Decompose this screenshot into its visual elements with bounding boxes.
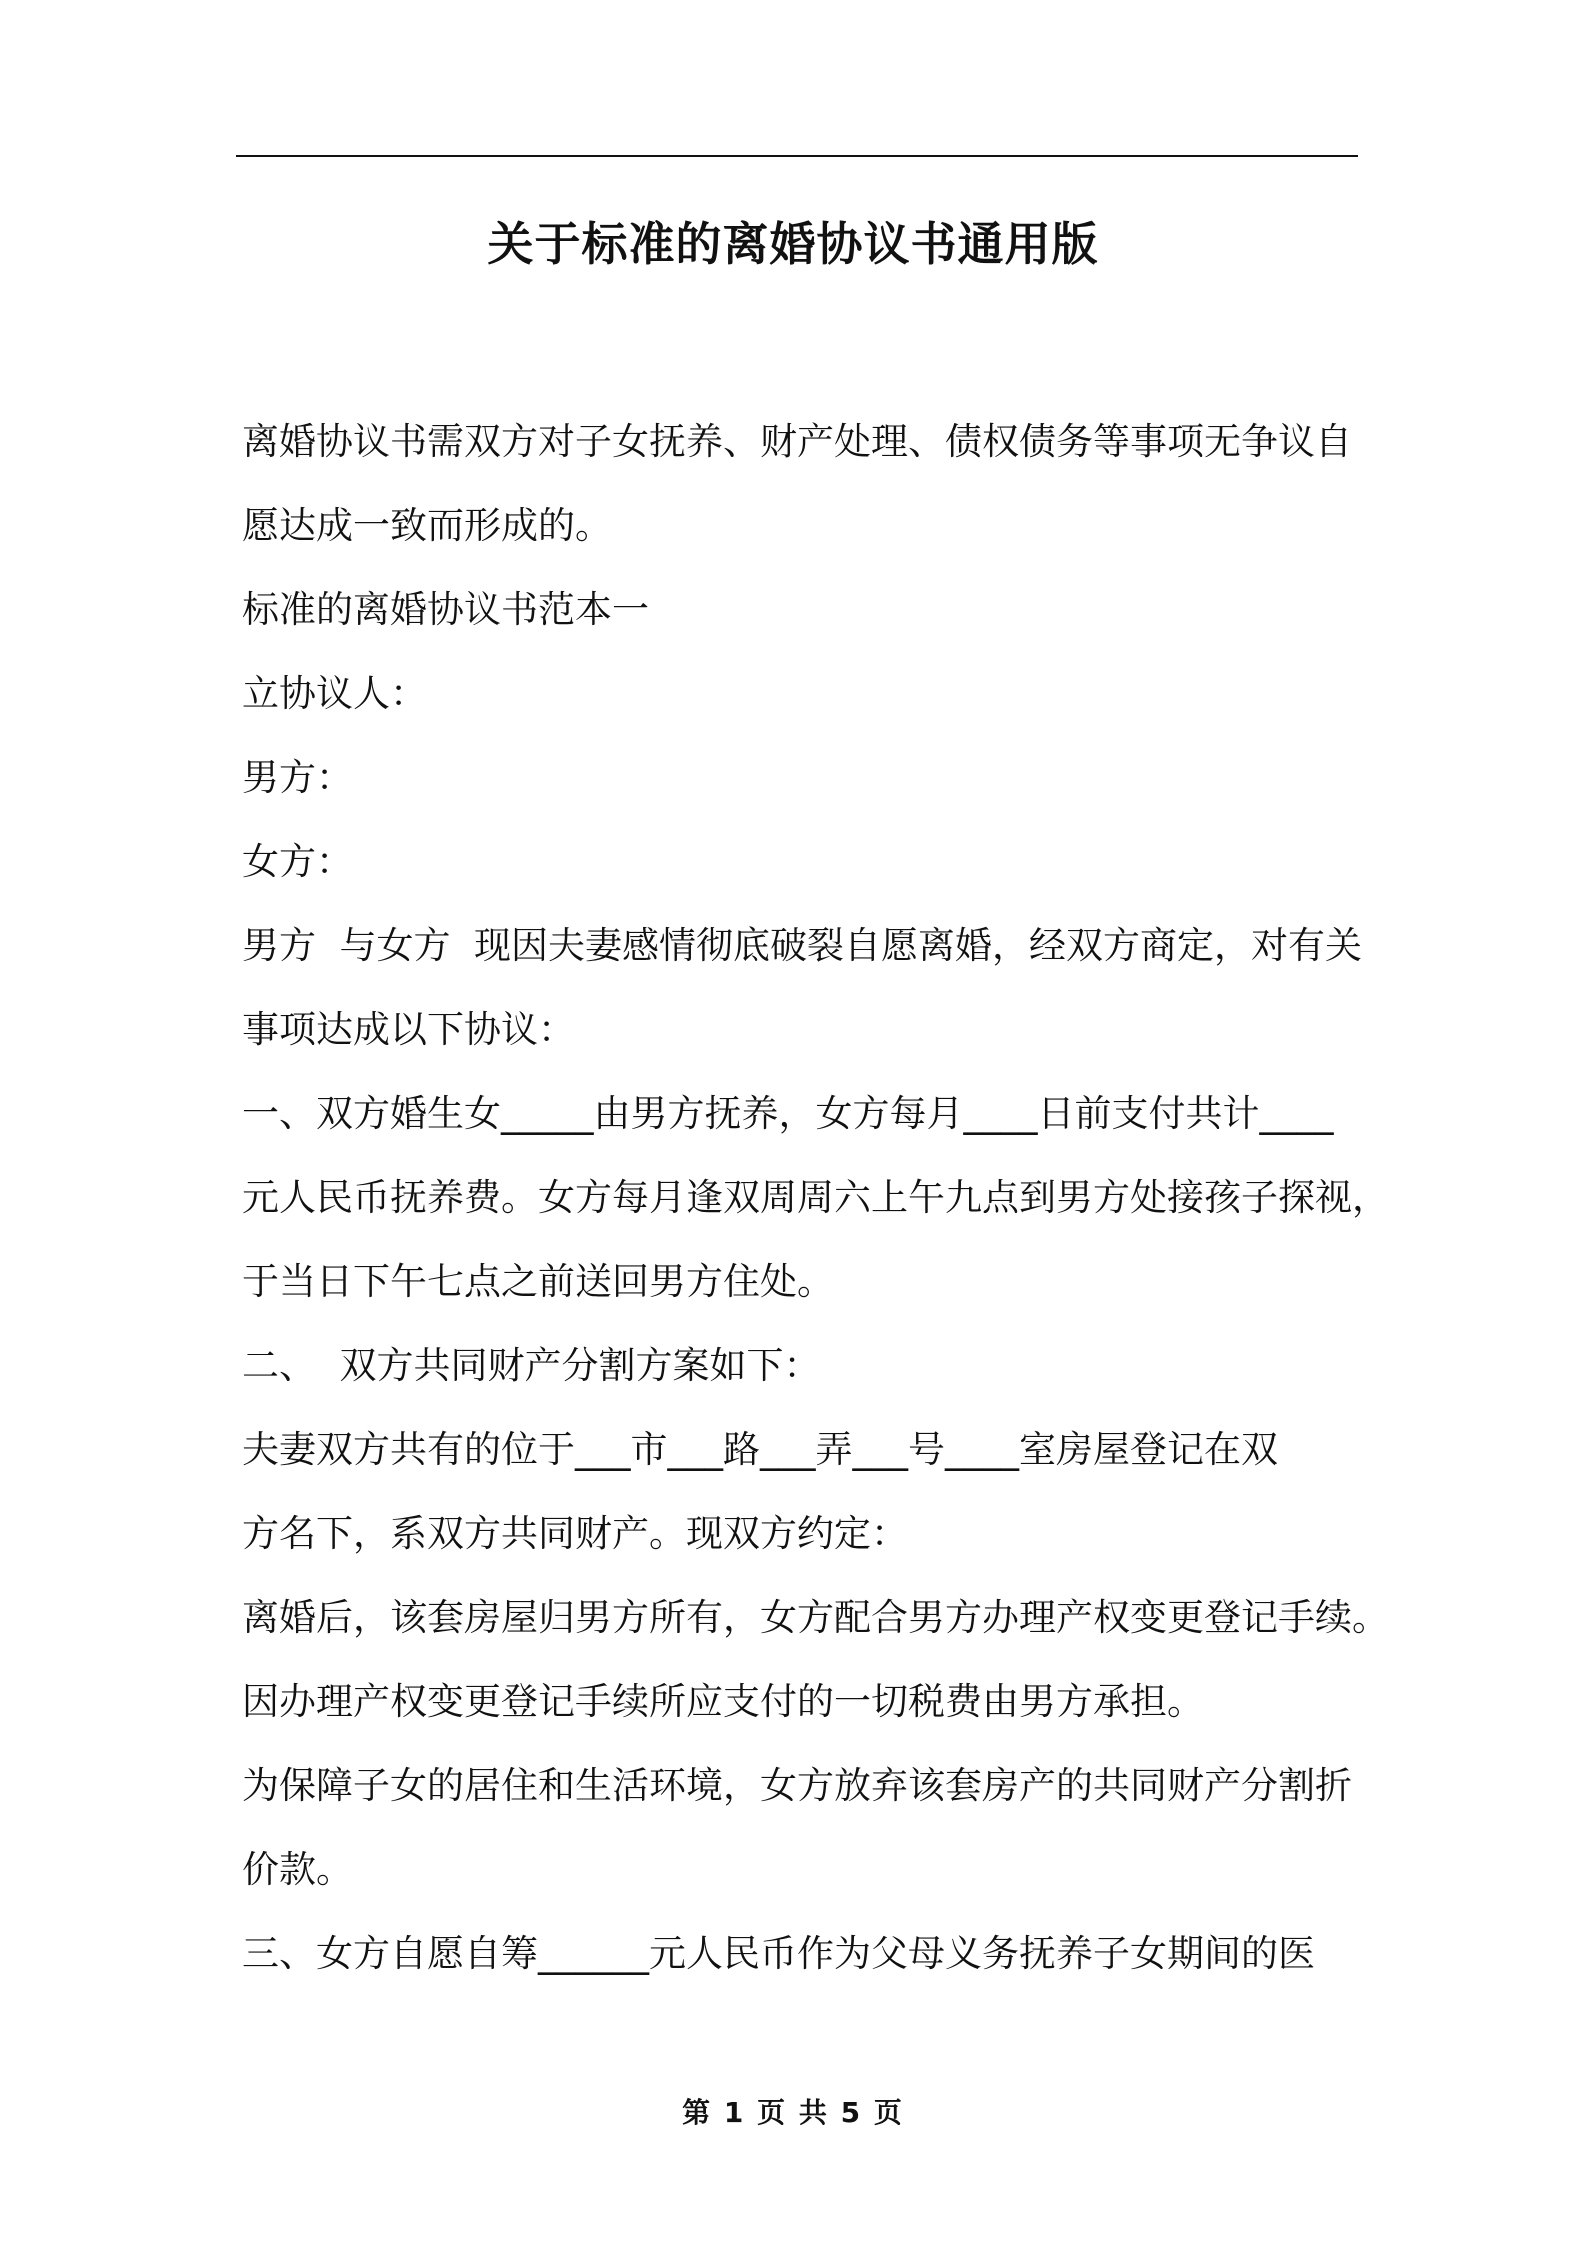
- document-body: [242, 400, 1389, 1996]
- body-line: 女方：: [242, 840, 353, 883]
- body-line: 立协议人：: [242, 672, 427, 715]
- body-line: 男方 与女方 现因夫妻感情彻底破裂自愿离婚，经双方商定，对有关: [242, 924, 1363, 967]
- body-line: 事项达成以下协议：: [242, 1008, 575, 1051]
- body-line: 离婚后，该套房屋归男方所有，女方配合男方办理产权变更登记手续。: [242, 1596, 1389, 1639]
- body-line: 元人民币抚养费。女方每月逢双周周六上午九点到男方处接孩子探视，: [242, 1176, 1389, 1219]
- body-line: 价款。: [242, 1848, 353, 1891]
- body-line: 二、 双方共同财产分割方案如下：: [242, 1344, 821, 1387]
- body-line: 愿达成一致而形成的。: [242, 504, 612, 547]
- body-line: 方名下，系双方共同财产。现双方约定：: [242, 1512, 908, 1555]
- body-line: 夫妻双方共有的位于___市___路___弄___号____室房屋登记在双: [242, 1428, 1278, 1471]
- page-number: 第 1 页 共 5 页: [682, 2096, 904, 2129]
- body-line: 标准的离婚协议书范本一: [242, 588, 649, 631]
- body-line: 三、女方自愿自筹______元人民币作为父母义务抚养子女期间的医: [242, 1932, 1315, 1975]
- document-title: 关于标准的离婚协议书通用版: [487, 217, 1099, 271]
- body-line: 离婚协议书需双方对子女抚养、财产处理、债权债务等事项无争议自: [242, 420, 1352, 463]
- body-line: 因办理产权变更登记手续所应支付的一切税费由男方承担。: [242, 1680, 1204, 1723]
- body-line: 一、双方婚生女_____由男方抚养，女方每月____日前支付共计____: [242, 1092, 1334, 1135]
- header-rule: [236, 155, 1358, 157]
- body-line: 男方：: [242, 756, 353, 799]
- body-line: 为保障子女的居住和生活环境，女方放弃该套房产的共同财产分割折: [242, 1764, 1352, 1807]
- body-line: 于当日下午七点之前送回男方住处。: [242, 1260, 834, 1303]
